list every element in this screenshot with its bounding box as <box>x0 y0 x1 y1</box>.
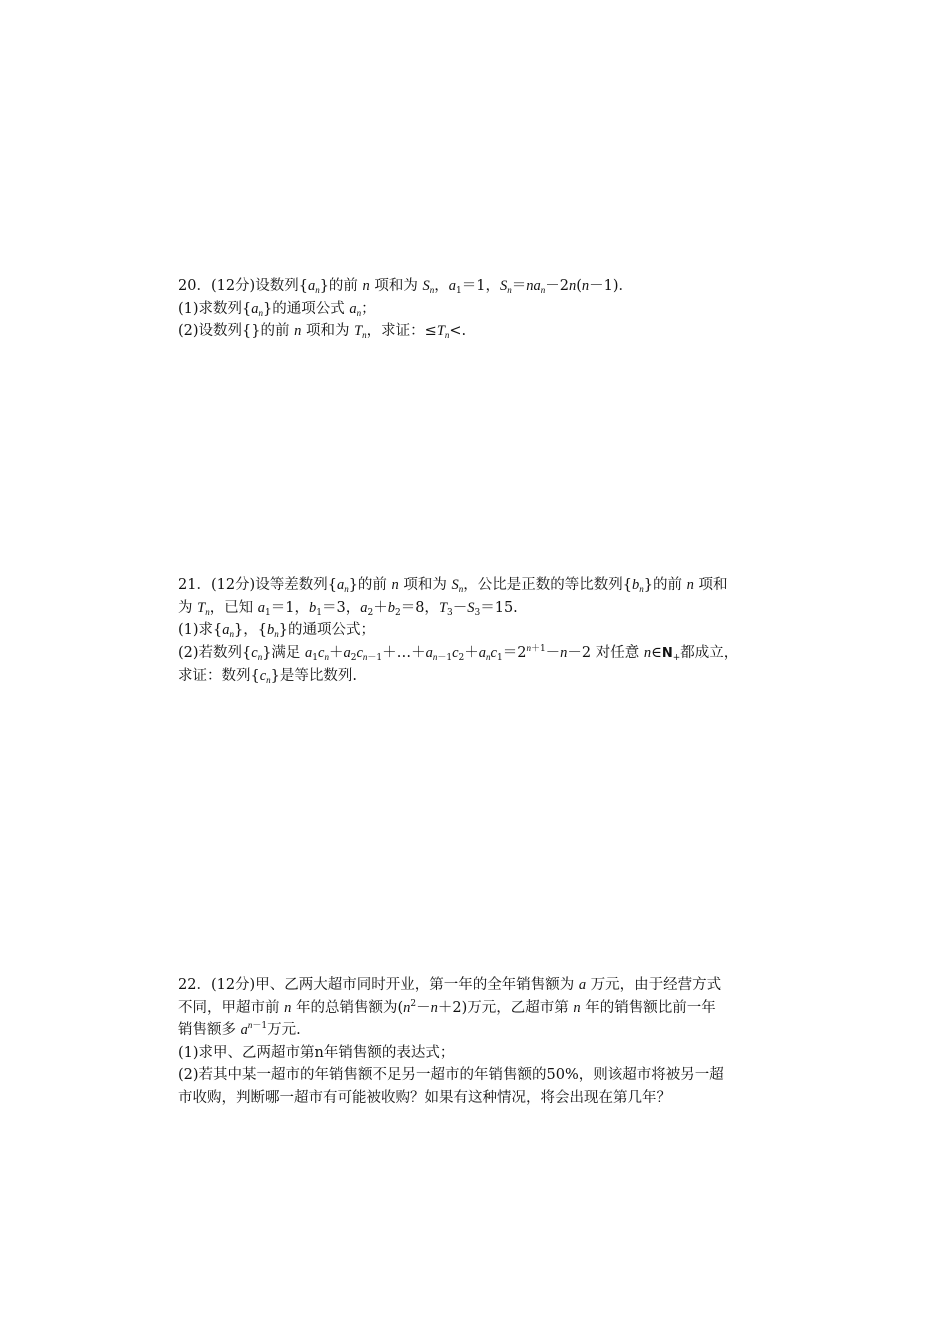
problem-21-statement-line-2: 为 $T_n$，已知 $a_1=1$，$b_1=3$，$a_2+b_2=8$，$T_3-S_3=15$. <box>178 599 518 618</box>
problem-21-part-2: (2)若数列$\{c_n\}$满足 $a_1c_n+a_2c_{n-1}+\dots+a_{n-1}c_2+a_nc_1=2^{n+1}-n-2$ 对任意 $n\in N_+$都成立， <box>178 642 739 663</box>
problem-20 <box>178 275 818 343</box>
problem-21-part-1: (1)求$\{a_n\}$，$\{b_n\}$的通项公式； <box>178 622 375 639</box>
problem-number: 20． <box>178 278 211 294</box>
problem-21 <box>178 574 818 688</box>
problem-22-statement-line-2: 不同，甲超市前 n 年的总销售额为$(n^2-n+2)$万元，乙超市第 n 年的销售额比前一年 <box>178 998 716 1016</box>
problem-20-part-1: (1)求数列$\{a_n\}$的通项公式 $a_n$； <box>178 300 376 318</box>
problem-21-part-2-cont: 求证：数列$\{c_n\}$是等比数列. <box>178 668 358 685</box>
points-label: (12分) <box>210 577 256 593</box>
problem-20-part-2: (2)设数列{}的前 n 项和为 $T_n$，求证：$\le T_n<$. <box>178 323 467 340</box>
problem-22-part-2: (2)若其中某一超市的年销售额不足另一超市的年销售额的50%，则该超市将被另一超 <box>178 1067 724 1083</box>
problem-21-statement-line-1: 21．(12分)设等差数列$\{a_n\}$的前 n 项和为 $S_n$，公比是正数的等比数列$\{b_n\}$的前 n 项和 <box>178 577 728 594</box>
problem-22 <box>178 974 818 1109</box>
problem-22-statement-line-1: 22．(12分)甲、乙两大超市同时开业，第一年的全年销售额为 a 万元，由于经营方式 <box>178 977 722 993</box>
problem-number: 21． <box>178 577 211 593</box>
points-label: (12分) <box>210 977 256 993</box>
problem-22-part-1: (1)求甲、乙两超市第n年销售额的表达式； <box>178 1044 455 1061</box>
problem-20-statement: 20．(12分)设数列$\{a_n\}$的前 n 项和为 $S_n$，$a_1=1$，$S_n=na_n-2n(n-1)$． <box>178 278 634 296</box>
problem-22-statement-line-3: 销售额多 $a^{n-1}$万元. <box>178 1020 301 1038</box>
problem-number: 22． <box>178 977 211 993</box>
problem-22-part-2-cont: 市收购，判断哪一超市有可能被收购？如果有这种情况，将会出现在第几年？ <box>178 1089 671 1106</box>
points-label: (12分) <box>210 278 256 294</box>
